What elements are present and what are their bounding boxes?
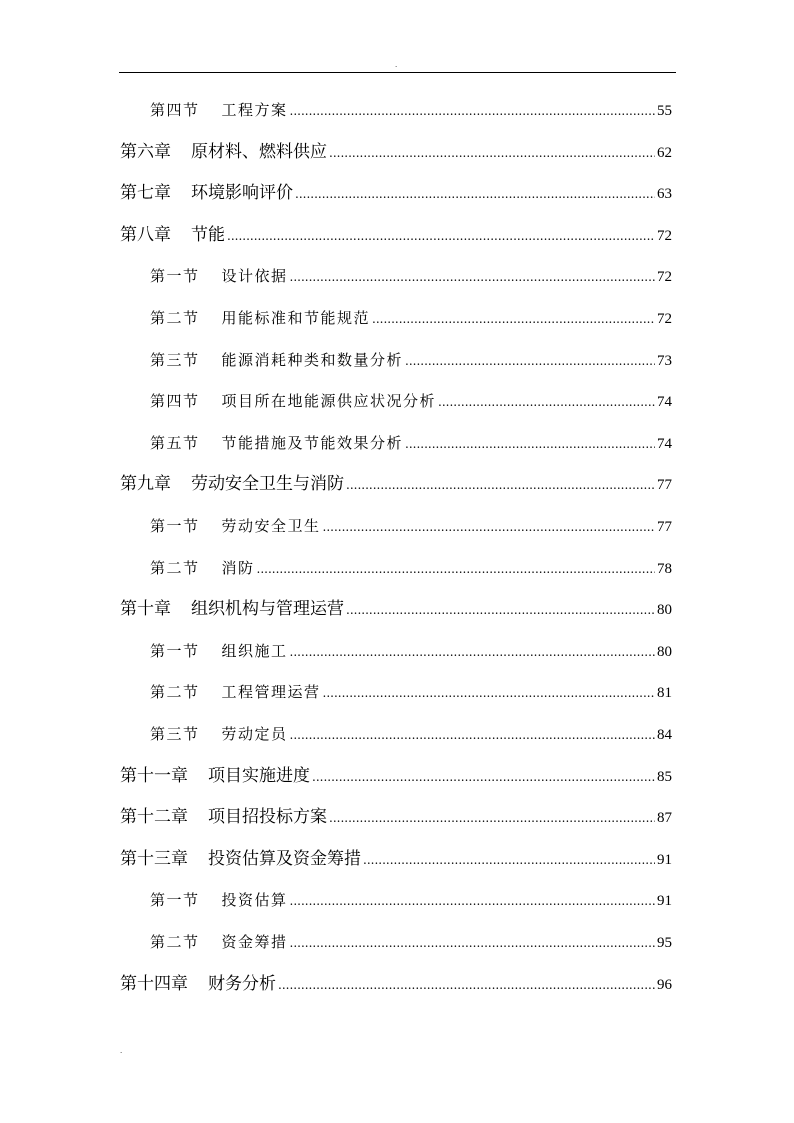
toc-page-number: 85 — [657, 768, 672, 785]
toc-chapter-entry[interactable] — [120, 971, 672, 997]
toc-section-entry[interactable] — [150, 513, 672, 539]
toc-dot-leader — [323, 680, 655, 706]
toc-chapter-entry[interactable] — [120, 139, 672, 165]
toc-section-entry[interactable] — [150, 97, 672, 123]
toc-dot-leader — [290, 722, 655, 748]
toc-dot-leader — [346, 597, 655, 623]
toc-entry-title: 工程方案 — [221, 101, 288, 119]
toc-entry-number: 第十一章 — [120, 765, 188, 786]
toc-entry-number: 第五节 — [150, 433, 200, 452]
toc-section-entry[interactable] — [150, 263, 672, 289]
toc-entry-number: 第二节 — [150, 683, 200, 702]
toc-entry-number: 第十二章 — [120, 807, 188, 828]
toc-entry-title: 项目所在地能源供应状况分析 — [221, 392, 437, 411]
toc-entry-title: 环境影响评价 — [191, 183, 293, 204]
toc-page-number: 72 — [657, 227, 672, 244]
toc-page-number: 91 — [657, 851, 672, 868]
toc-dot-leader — [295, 181, 655, 207]
toc-page-number: 81 — [657, 685, 672, 702]
toc-entry-title: 劳动安全卫生与消防 — [191, 474, 344, 495]
toc-section-entry[interactable] — [150, 679, 672, 705]
toc-entry-title: 资金筹措 — [221, 933, 288, 951]
header-rule — [119, 72, 676, 73]
toc-section-entry[interactable] — [150, 929, 672, 955]
toc-entry-title: 原材料、燃料供应 — [191, 141, 327, 162]
toc-page-number: 74 — [657, 435, 672, 452]
toc-entry-number: 第三节 — [150, 350, 200, 369]
toc-entry-number: 第二节 — [150, 933, 200, 951]
header-mark: . — [395, 61, 398, 69]
toc-entry-number: 第九章 — [120, 474, 171, 495]
toc-section-entry[interactable] — [150, 721, 672, 747]
toc-entry-title: 节能 — [191, 224, 225, 245]
toc-dot-leader — [346, 472, 655, 498]
toc-entry-number: 第六章 — [120, 141, 171, 162]
toc-entry-number: 第八章 — [120, 224, 171, 245]
toc-dot-leader — [290, 264, 655, 290]
toc-dot-leader — [290, 639, 655, 665]
toc-page-number: 91 — [657, 893, 672, 910]
toc-dot-leader — [405, 348, 655, 374]
toc-entry-number: 第一节 — [150, 517, 200, 535]
toc-entry-title: 能源消耗种类和数量分析 — [221, 350, 404, 369]
toc-section-entry[interactable] — [150, 430, 672, 456]
toc-entry-number: 第十三章 — [120, 848, 188, 869]
toc-chapter-entry[interactable] — [120, 846, 672, 872]
toc-page-number: 80 — [657, 602, 672, 619]
toc-entry-number: 第一节 — [150, 267, 200, 286]
toc-entry-title: 节能措施及节能效果分析 — [221, 433, 404, 452]
toc-section-entry[interactable] — [150, 638, 672, 664]
toc-dot-leader — [329, 140, 655, 166]
toc-dot-leader — [329, 805, 655, 831]
toc-dot-leader — [438, 389, 655, 415]
toc-chapter-entry[interactable] — [120, 180, 672, 206]
toc-entry-number: 第三节 — [150, 725, 200, 743]
toc-page-number: 62 — [657, 144, 672, 161]
toc-entry-number: 第一节 — [150, 891, 200, 910]
toc-entry-title: 消防 — [221, 558, 255, 577]
toc-dot-leader — [372, 306, 655, 332]
toc-entry-number: 第二节 — [150, 558, 200, 577]
toc-page-number: 84 — [657, 727, 672, 743]
toc-page-number: 74 — [657, 394, 672, 411]
toc-entry-number: 第四节 — [150, 101, 200, 119]
toc-dot-leader — [290, 888, 655, 914]
toc-dot-leader — [257, 556, 655, 582]
toc-dot-leader — [278, 972, 655, 998]
toc-entry-title: 投资估算及资金筹措 — [208, 848, 361, 869]
toc-entry-number: 第二节 — [150, 309, 200, 327]
toc-entry-title: 劳动定员 — [221, 725, 288, 743]
toc-page-number: 72 — [657, 269, 672, 286]
toc-page-number: 96 — [657, 976, 672, 993]
toc-chapter-entry[interactable] — [120, 596, 672, 622]
toc-page-number: 87 — [657, 810, 672, 827]
toc-page-number: 72 — [657, 311, 672, 327]
toc-entry-number: 第一节 — [150, 641, 200, 660]
toc-section-entry[interactable] — [150, 347, 672, 373]
toc-entry-title: 项目实施进度 — [208, 765, 310, 786]
toc-page-number: 95 — [657, 935, 672, 951]
toc-entry-title: 设计依据 — [221, 267, 288, 286]
toc-entry-title: 组织机构与管理运营 — [191, 599, 344, 620]
toc-entry-number: 第十章 — [120, 599, 171, 620]
toc-section-entry[interactable] — [150, 887, 672, 913]
toc-chapter-entry[interactable] — [120, 804, 672, 830]
footer-mark: . — [120, 1047, 123, 1055]
toc-page-number: 77 — [657, 519, 672, 535]
toc-entry-title: 劳动安全卫生 — [221, 517, 321, 535]
toc-page-number: 55 — [657, 103, 672, 119]
toc-entry-title: 项目招投标方案 — [208, 807, 327, 828]
toc-dot-leader — [290, 98, 655, 124]
toc-entry-number: 第四节 — [150, 392, 200, 411]
toc-chapter-entry[interactable] — [120, 222, 672, 248]
toc-dot-leader — [363, 847, 655, 873]
toc-page-number: 73 — [657, 352, 672, 369]
toc-dot-leader — [227, 223, 655, 249]
toc-entry-title: 组织施工 — [221, 641, 288, 660]
toc-entry-title: 工程管理运营 — [221, 683, 321, 702]
toc-dot-leader — [405, 431, 655, 457]
toc-dot-leader — [323, 514, 655, 540]
toc-page-number: 80 — [657, 643, 672, 660]
toc-entry-title: 投资估算 — [221, 891, 288, 910]
toc-dot-leader — [290, 930, 655, 956]
toc-section-entry[interactable] — [150, 388, 672, 414]
toc-page-number: 63 — [657, 186, 672, 203]
toc-entry-title: 财务分析 — [208, 973, 276, 994]
toc-section-entry[interactable] — [150, 305, 672, 331]
toc-dot-leader — [312, 764, 655, 790]
toc-entry-number: 第七章 — [120, 183, 171, 204]
toc-page-number: 78 — [657, 560, 672, 577]
toc-chapter-entry[interactable] — [120, 471, 672, 497]
toc-page-number: 77 — [657, 477, 672, 494]
toc-entry-number: 第十四章 — [120, 973, 188, 994]
toc-section-entry[interactable] — [150, 555, 672, 581]
toc-chapter-entry[interactable] — [120, 763, 672, 789]
toc-entry-title: 用能标准和节能规范 — [221, 309, 371, 327]
